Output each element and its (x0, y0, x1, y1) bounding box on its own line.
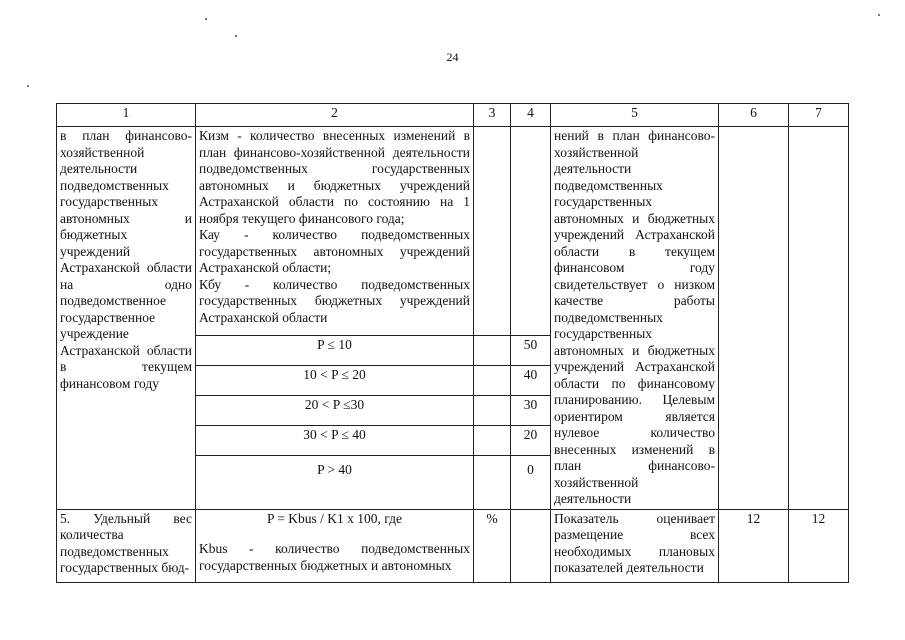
range-condition: P ≤ 10 (196, 336, 474, 366)
header-cell: 6 (719, 104, 789, 127)
header-cell: 3 (474, 104, 511, 127)
scan-speck (27, 85, 29, 87)
range-score: 30 (511, 396, 551, 426)
unit-cell (474, 336, 511, 366)
range-score: 0 (511, 455, 551, 509)
unit-cell (474, 366, 511, 396)
formula: P = Kbus / K1 x 100, где (266, 510, 403, 526)
indicator-name-cell: 5. Удельный вес количества подведомственных государственных бюд- (57, 509, 196, 582)
scan-speck (205, 18, 207, 20)
comment-cell: нений в план финансово-хозяйственной деятельности подведомственных государственных автономных и бюджетных учреждений Астраханской области в текущем финансовом году свидетельствует о низком качестве работы подведомственных государственных автономных и бюджетных учреждений Астраханской области по финансовому планированию. Целевым ориентиром является нулевое количество внесенных изменений в план финансово-хозяйственной деятельности (551, 127, 719, 510)
range-condition: 20 < P ≤30 (196, 396, 474, 426)
scan-speck (878, 14, 880, 16)
table-row (57, 509, 849, 582)
page-number: 24 (446, 50, 459, 64)
range-score: 40 (511, 366, 551, 396)
range-condition: P > 40 (196, 455, 474, 509)
formula-cell (196, 509, 474, 582)
unit-cell (474, 455, 511, 509)
weight-cell: 12 (719, 509, 789, 582)
header-cell: 2 (196, 104, 474, 127)
formula-term: Кау - количество подведомственных государственных автономных учреждений Астраханской области; (199, 227, 470, 275)
indicators-table (56, 103, 849, 583)
range-condition: 10 < P ≤ 20 (196, 366, 474, 396)
formula-term: Кизм - количество внесенных изменений в план финансово-хозяйственной деятельности подведомственных государственных автономных и бюджетных учреждений Астраханской области по состоянию на 1 ноября текущего финансового года; (199, 128, 470, 226)
max-score-cell (789, 127, 849, 510)
unit-cell (474, 425, 511, 455)
formula-term: Kbus - количество подведомственных государственных бюджетных и автономных (199, 541, 470, 573)
formula-description-cell (196, 127, 474, 336)
scan-speck (235, 35, 237, 37)
header-cell: 1 (57, 104, 196, 127)
unit-cell (474, 396, 511, 426)
header-cell: 5 (551, 104, 719, 127)
range-condition: 30 < P ≤ 40 (196, 425, 474, 455)
header-cell: 7 (789, 104, 849, 127)
comment-cell: Показатель оценивает размещение всех необходимых плановых показателей деятельности (551, 509, 719, 582)
unit-cell: % (474, 509, 511, 582)
header-row (57, 104, 849, 127)
header-cell: 4 (511, 104, 551, 127)
indicator-name-cell: в план финансово-хозяйственной деятельности подведомственных государственных автономных и бюджетных учреждений Астраханской области на одно подведомственное государственное учреждение Астраханской области в текущем финансовом году (57, 127, 196, 510)
table-row (57, 127, 849, 336)
weight-cell (719, 127, 789, 510)
formula-term: Кбу - количество подведомственных государственных бюджетных учреждений Астраханской области (199, 276, 470, 325)
unit-cell (474, 127, 511, 336)
range-score: 20 (511, 425, 551, 455)
score-cell (511, 509, 551, 582)
max-score-cell: 12 (789, 509, 849, 582)
score-cell (511, 127, 551, 336)
range-score: 50 (511, 336, 551, 366)
